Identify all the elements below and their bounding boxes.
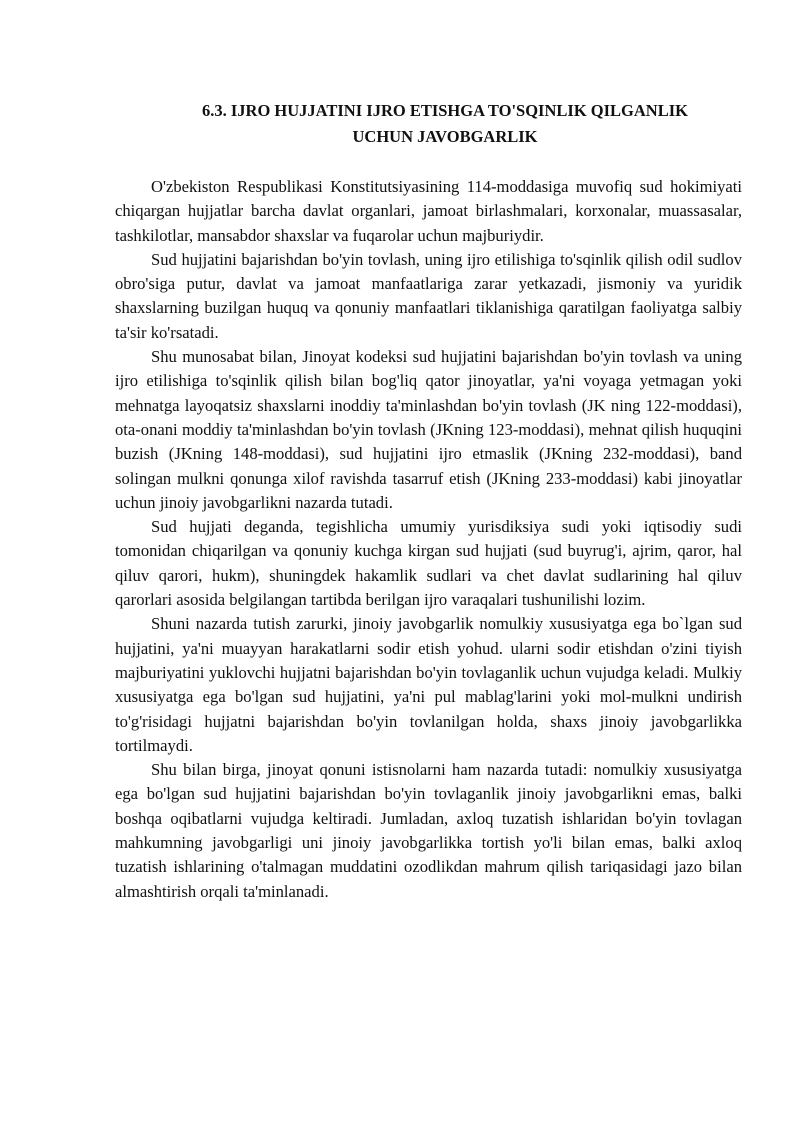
paragraph-4: Sud hujjati deganda, tegishlicha umumiy yurisdiksiya sudi yoki iqtisodiy sudi tomonidan chiqarilgan va qonuniy kuchga kirgan sud hujjati (sud buyrug'i, ajrim, qaror, hal qiluv qarori, hukm), shuningdek hakamlik sudlari va chet davlat sudlarining hal qiluv qarorlari asosida belgilangan tartibda berilgan ijro varaqalari tushunilishi lozim. (115, 517, 742, 610)
section-title (150, 98, 740, 150)
section-title-line-2: UCHUN JAVOBGARLIK (352, 127, 538, 146)
paragraph-6: Shu bilan birga, jinoyat qonuni istisnolarni ham nazarda tutadi: nomulkiy xususiyatga ega bo'lgan sud hujjatini bajarishdan bo'yin tovlaganlik jinoiy javobgarlikni emas, balki boshqa oqibatlarni vujudga keltiradi. Jumladan, axloq tuzatish ishlaridan bo'yin tovlagan mahkumning javobgarligi uni jinoiy javobgarlikka tortish yo'li bilan emas, balki axloq tuzatish ishlarining o'talmagan muddatini ozodlikdan mahrum qilish tariqasidagi jazo bilan almashtirish orqali ta'minlanadi. (115, 760, 742, 901)
paragraph-2: Sud hujjatini bajarishdan bo'yin tovlash, uning ijro etilishiga to'sqinlik qilish odil sudlov obro'siga putur, davlat va jamoat manfaatlariga zarar yetkazadi, jismoniy va yuridik shaxslarning buzilgan huquq va qonuniy manfaatlari tiklanishiga qaratilgan faoliyatga salbiy ta'sir ko'rsatadi. (115, 249, 742, 342)
paragraph-1: O'zbekiston Respublikasi Konstitutsiyasining 114-moddasiga muvofiq sud hokimiyati chiqargan hujjatlar barcha davlat organlari, jamoat birlashmalari, korxonalar, muassasalar, tashkilotlar, mansabdor shaxslar va fuqarolar uchun majburiydir. (115, 177, 742, 245)
section-title-line-1: 6.3. IJRO HUJJATINI IJRO ETISHGA TO'SQINLIK QILGANLIK (202, 101, 688, 120)
paragraph-5: Shuni nazarda tutish zarurki, jinoiy javobgarlik nomulkiy xususiyatga ega bo`lgan sud hujjatini, ya'ni muayyan harakatlarni sodir etish yohud. ularni sodir etishdan o'zini tiyish majburiyatini yuklovchi hujjatni bajarishdan bo'yin tovlaganlik uchun vujudga keladi. Mulkiy xususiyatga ega bo'lgan sud hujjatini, ya'ni pul mablag'larini yoki mol-mulkni undirish to'g'risidagi hujjatni bajarishdan bo'yin tovlanilgan holda, shaxs jinoiy javobgarlikka tortilmaydi. (115, 614, 742, 755)
paragraph-3: Shu munosabat bilan, Jinoyat kodeksi sud hujjatini bajarishdan bo'yin tovlash va uning ijro etilishiga to'sqinlik qilish bilan bog'liq qator jinoyatlar, ya'ni voyaga yetmagan yoki mehnatga layoqatsiz shaxslarni inoddiy ta'minlashdan bo'yin tovlash (JK ning 122-moddasi), ota-onani moddiy ta'minlashdan bo'yin tovlash (JKning 123-moddasi), mehnat qilish huquqini buzish (JKning 148-moddasi), sud hujjatini ijro etmaslik (JKning 232-moddasi), band solingan mulkni qonunga xilof ravishda tasarruf etish (JKning 233-moddasi) kabi jinoyatlar uchun jinoiy javobgarlikni nazarda tutadi. (115, 347, 742, 512)
document-body (115, 175, 742, 904)
